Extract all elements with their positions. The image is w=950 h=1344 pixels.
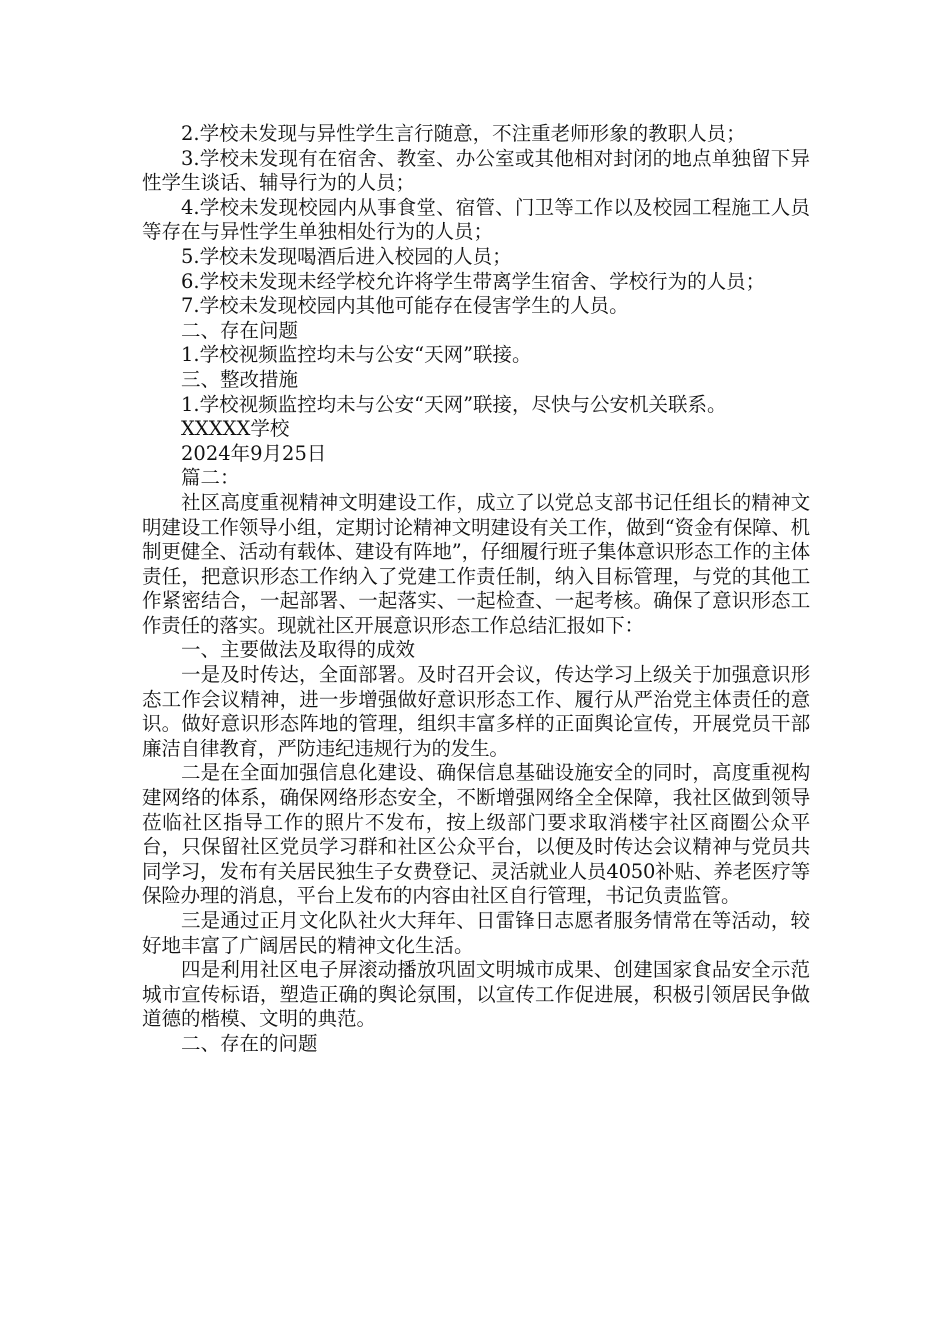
document-body — [142, 122, 810, 1057]
paragraph: 四是利用社区电子屏滚动播放巩固文明城市成果、创建国家食品安全示范城市宣传标语，塑造正确的舆论氛围，以宣传工作促进展，积极引领居民争做道德的楷模、文明的典范。 — [142, 958, 810, 1031]
paragraph: 三是通过正月文化队社火大拜年、日雷锋日志愿者服务情常在等活动，较好地丰富了广阔居民的精神文化生活。 — [142, 909, 810, 957]
section-heading: 二、存在的问题 — [181, 1031, 318, 1055]
paragraph: 5.学校未发现喝酒后进入校园的人员； — [181, 244, 512, 268]
paragraph: 7.学校未发现校园内其他可能存在侵害学生的人员。 — [181, 294, 629, 318]
signature-school: XXXXX学校 — [181, 417, 290, 441]
section-heading: 一、主要做法及取得的成效 — [181, 638, 416, 662]
part-heading: 篇二： — [181, 466, 240, 490]
paragraph: 3.学校未发现有在宿舍、教室、办公室或其他相对封闭的地点单独留下异性学生谈话、辅导行为的人员； — [142, 146, 810, 195]
section-heading: 三、整改措施 — [181, 367, 299, 391]
paragraph: 一是及时传达，全面部署。及时召开会议，传达学习上级关于加强意识形态工作会议精神，进一步增强做好意识形态工作、履行从严治党主体责任的意识。做好意识形态阵地的管理，组织丰富多样的正面舆论宣传，开展党员干部廉洁自律教育，严防违纪违规行为的发生。 — [142, 663, 810, 760]
paragraph: 1.学校视频监控均未与公安“天网”联接，尽快与公安机关联系。 — [181, 392, 727, 416]
paragraph: 4.学校未发现校园内从事食堂、宿管、门卫等工作以及校园工程施工人员等存在与异性学生单独相处行为的人员； — [142, 195, 810, 244]
paragraph: 6.学校未发现未经学校允许将学生带离学生宿舍、学校行为的人员； — [181, 269, 766, 293]
paragraph: 二是在全面加强信息化建设、确保信息基础设施安全的同时，高度重视构建网络的体系，确保网络形态安全，不断增强网络全全保障，我社区做到领导莅临社区指导工作的照片不发布，按上级部门要求取消楼宇社区商圈公众平台，只保留社区党员学习群和社区公众平台，以便及时传达会议精神与党员共同学习，发布有关居民独生子女费登记、灵活就业人员4050补贴、养老医疗等保险办理的消息，平台上发布的内容由社区自行管理，书记负责监管。 — [142, 761, 810, 908]
paragraph: 社区高度重视精神文明建设工作，成立了以党总支部书记任组长的精神文明建设工作领导小组，定期讨论精神文明建设有关工作，做到“资金有保障、机制更健全、活动有载体、建设有阵地”，仔细履行班子集体意识形态工作的主体责任，把意识形态工作纳入了党建工作责任制，纳入目标管理，与党的其他工作紧密结合，一起部署、一起落实、一起检查、一起考核。确保了意识形态工作责任的落实。现就社区开展意识形态工作总结汇报如下： — [142, 490, 810, 637]
paragraph: 1.学校视频监控均未与公安“天网”联接。 — [181, 343, 532, 367]
paragraph: 2.学校未发现与异性学生言行随意，不注重老师形象的教职人员； — [181, 122, 746, 145]
section-heading: 二、存在问题 — [181, 318, 299, 342]
signature-date: 2024年9月25日 — [181, 441, 327, 465]
